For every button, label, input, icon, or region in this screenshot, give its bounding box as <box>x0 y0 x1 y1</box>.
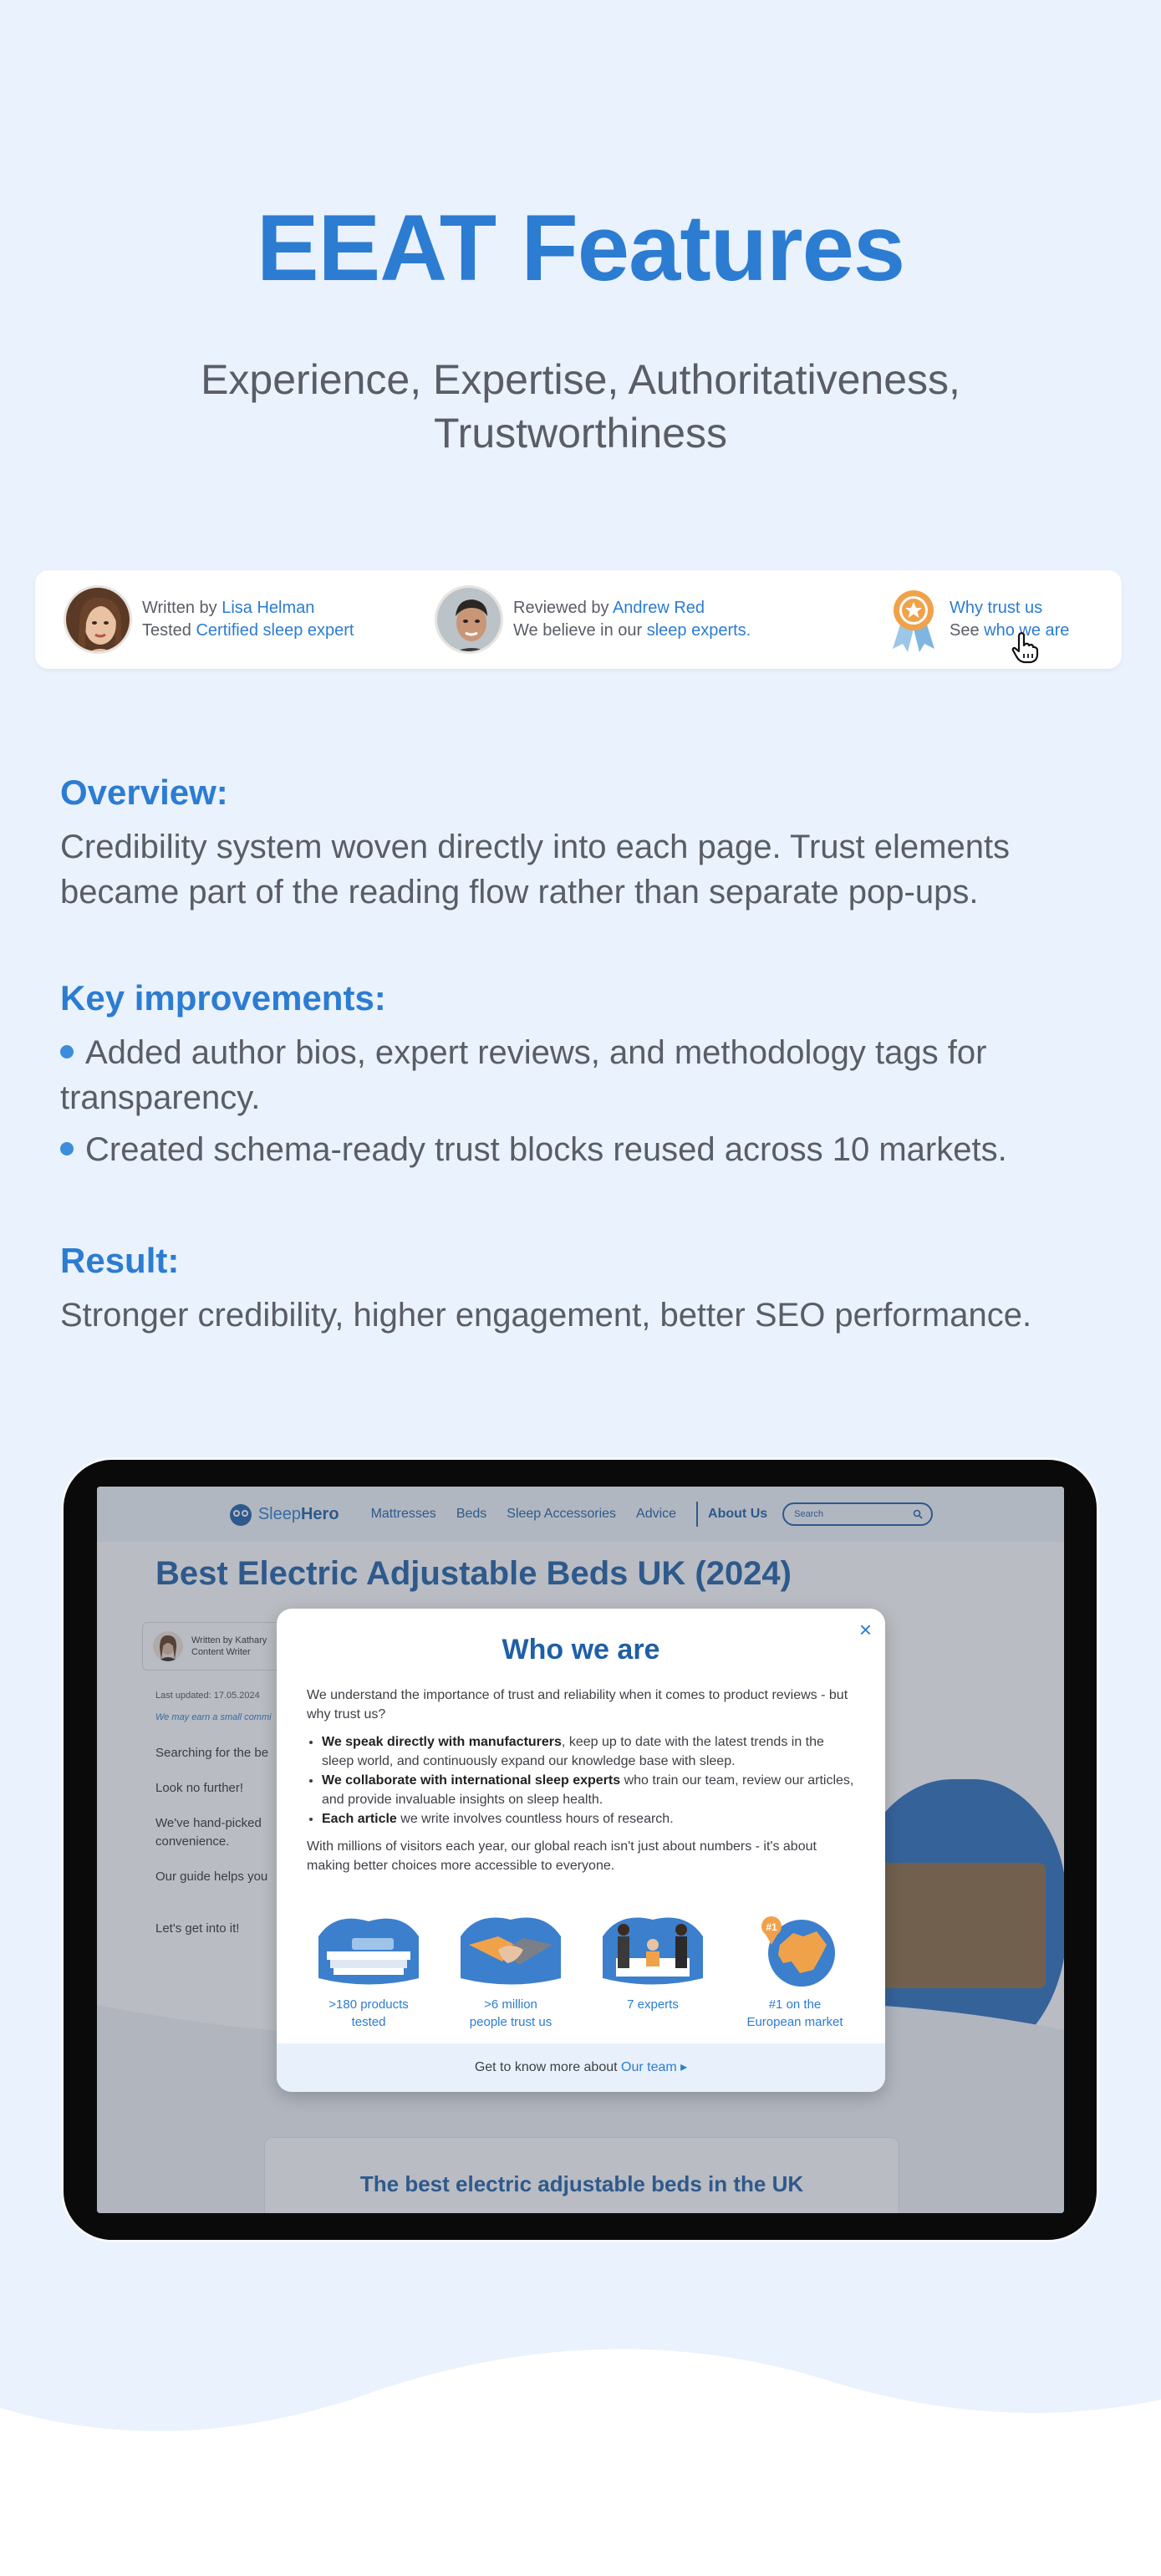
list-item: • Each article we write involves countless hours of research. <box>322 1809 858 1829</box>
tested-prefix: Tested <box>142 621 196 640</box>
stat-experts <box>586 1911 720 2031</box>
nav-about-us[interactable]: About Us <box>708 1507 768 1521</box>
close-icon[interactable]: × <box>858 1617 872 1642</box>
modal-list <box>322 1732 858 1829</box>
logo-text-bold: Hero <box>300 1504 339 1523</box>
tablet-screen <box>97 1487 1064 2213</box>
improvements-heading: Key improvements: <box>60 978 386 1018</box>
modal-body <box>307 1686 858 1875</box>
reviewer-text <box>513 597 751 642</box>
bullet-dot <box>60 1045 74 1058</box>
who-we-are-link[interactable]: who we are <box>984 621 1070 640</box>
certified-expert-link[interactable]: Certified sleep expert <box>196 621 354 640</box>
europe-map-icon <box>736 1911 853 1988</box>
author-link[interactable]: Lisa Helman <box>222 599 315 617</box>
nav-sleep-accessories[interactable]: Sleep Accessories <box>507 1507 617 1521</box>
result-section <box>60 1241 1122 1338</box>
affiliate-disclaimer: We may earn a small commi <box>155 1712 272 1722</box>
tablet-frame <box>64 1460 1097 2240</box>
result-text: Stronger credibility, higher engagement, better SEO performance. <box>60 1297 1032 1334</box>
experts-team-icon <box>594 1911 711 1988</box>
stat-label-line: tested <box>351 2015 386 2029</box>
handshake-icon <box>452 1911 569 1988</box>
list-item: Created schema-ready trust blocks reused across 10 markets. <box>60 1127 1122 1172</box>
list-item: • We collaborate with international sleep experts who train our team, review our articles, and provide invaluable insights on sleep health. <box>322 1771 858 1809</box>
site-author-role: Content Writer <box>191 1647 251 1657</box>
list-item: • We speak directly with manufacturers, keep up to date with the latest trends in the sleep world, and continuously expand our knowledge base with sleep. <box>322 1732 858 1771</box>
our-team-link[interactable]: Our team ▸ <box>621 2060 688 2074</box>
stat-people <box>444 1911 578 2031</box>
reviewer-link[interactable]: Andrew Red <box>612 599 705 617</box>
author-text <box>142 597 354 642</box>
site-page-title: Best Electric Adjustable Beds UK (2024) <box>155 1555 792 1592</box>
overview-text <box>60 824 1122 915</box>
why-trust-block <box>888 570 1069 669</box>
see-prefix: See <box>950 621 985 640</box>
bottom-wave <box>0 2324 1161 2576</box>
modal-intro: We understand the importance of trust and reliability when it comes to product reviews - but why trust us? <box>307 1688 848 1722</box>
overview-section <box>60 773 1122 915</box>
medal-icon <box>888 585 939 654</box>
last-updated: Last updated: 17.05.2024 <box>155 1691 260 1701</box>
rank-badge-text: #1 <box>766 1921 777 1933</box>
stat-label-line: European market <box>746 2015 843 2029</box>
search-placeholder: Search <box>794 1509 824 1519</box>
nav-beds[interactable]: Beds <box>456 1507 487 1521</box>
list-item: Added author bios, expert reviews, and methodology tags for <box>60 1030 1122 1075</box>
intro-text: Searching for the be <box>155 1746 269 1760</box>
nav-advice[interactable]: Advice <box>636 1507 677 1521</box>
hand-cursor-icon <box>1010 630 1040 664</box>
modal-title: Who we are <box>502 1634 660 1665</box>
page-subtitle <box>150 353 1011 460</box>
intro-text: convenience. <box>155 1834 230 1849</box>
reviewer-block <box>435 570 751 669</box>
improvements-list <box>60 1030 1122 1172</box>
sleep-experts-link[interactable]: sleep experts. <box>646 621 751 640</box>
reviewer-prefix: Reviewed by <box>513 599 613 617</box>
who-we-are-modal <box>277 1609 885 2092</box>
reviewer-avatar <box>435 585 503 654</box>
intro-text: Our guide helps you <box>155 1870 268 1884</box>
modal-stats <box>302 1911 862 2031</box>
stat-label-line: 7 experts <box>627 1997 679 2012</box>
modal-footer <box>277 2043 885 2092</box>
why-trust-title: Why trust us <box>950 599 1043 617</box>
site-author-name: Written by Kathary <box>191 1635 267 1645</box>
improvements-section <box>60 978 1122 1172</box>
author-block <box>64 570 354 669</box>
result-heading: Result: <box>60 1241 180 1280</box>
bullet-dot <box>60 1142 74 1155</box>
stat-label-line: people trust us <box>469 2015 552 2029</box>
intro-text: We've hand-picked <box>155 1816 262 1830</box>
stat-label-line: >6 million <box>484 1997 537 2012</box>
overview-heading: Overview: <box>60 773 228 812</box>
overview-line: became part of the reading flow rather than separate pop-ups. <box>60 874 979 911</box>
intro-text: Let's get into it! <box>155 1921 240 1936</box>
stat-label-line: #1 on the <box>768 1997 822 2012</box>
logo-text-light: Sleep <box>257 1504 301 1523</box>
author-avatar <box>64 585 132 654</box>
author-prefix: Written by <box>142 599 222 617</box>
footer-prefix: Get to know more about <box>474 2060 622 2074</box>
stat-market <box>728 1911 862 2031</box>
subtitle-line: Experience, Expertise, Authoritativeness, <box>201 356 960 403</box>
best-beds-title: The best electric adjustable beds in the UK <box>359 2171 804 2196</box>
page-title: EEAT Features <box>256 196 905 300</box>
overview-line: Credibility system woven directly into each page. Trust elements <box>60 829 1011 865</box>
trust-bar <box>35 570 1122 669</box>
stat-label-line: >180 products <box>328 1997 409 2012</box>
modal-outro: With millions of visitors each year, our global reach isn't just about numbers - it's about making better choices more accessible to everyone. <box>307 1839 817 1873</box>
nav-mattresses[interactable]: Mattresses <box>370 1507 436 1521</box>
believe-prefix: We believe in our <box>513 621 647 640</box>
list-item-continuation: transparency. <box>60 1079 261 1116</box>
stat-products <box>302 1911 435 2031</box>
mattress-stack-icon <box>310 1911 427 1988</box>
subtitle-line: Trustworthiness <box>433 410 728 457</box>
intro-text: Look no further! <box>155 1781 244 1795</box>
